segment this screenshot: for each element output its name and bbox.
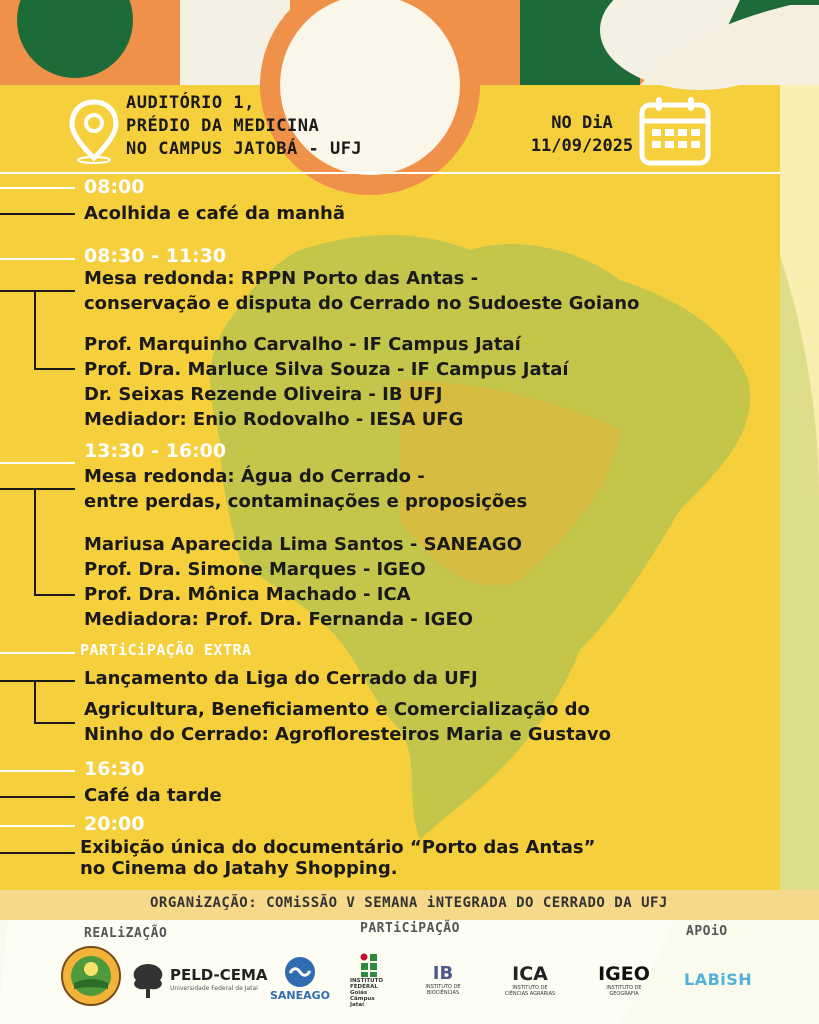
- connector-line: [0, 488, 75, 490]
- tree-icon: [128, 960, 168, 1000]
- session-speakers: Mariusa Aparecida Lima Santos - SANEAGO Prof. Dra. Simone Marques - IGEO Prof. Dra. Mônica Machado - ICA Mediadora: Prof. Dra. Fernanda - IGEO: [84, 534, 522, 630]
- time-label: 08:00: [84, 176, 145, 198]
- session-text: Acolhida e café da manhã: [84, 203, 345, 224]
- session-title: Mesa redonda: RPPN Porto das Antas - conservação e disputa do Cerrado no Sudoeste Goiano: [84, 268, 640, 314]
- if-text: INSTITUTO FEDERAL Goiás Câmpus Jataí: [350, 978, 384, 1008]
- session-title: Mesa redonda: Água do Cerrado - entre perdas, contaminações e proposições: [84, 466, 528, 512]
- labish-logo: LABiSH: [684, 970, 753, 989]
- session-text: Lançamento da Liga do Cerrado da UFJ: [84, 668, 478, 689]
- ica-logo: ICA INSTITUTO DE CIÊNCIAS AGRÁRIAS: [504, 963, 556, 997]
- time-label: 20:00: [84, 813, 145, 835]
- organization-text: ORGANiZAÇÃO: COMiSSÃO V SEMANA iNTEGRADA DO CERRADO DA UFJ: [150, 895, 668, 911]
- time-label: 08:30 - 11:30: [84, 245, 227, 267]
- igeo-logo: IGEO INSTITUTO DE GEOGRAFIA: [598, 963, 650, 997]
- time-line: [0, 462, 75, 464]
- session-text: Café da tarde: [84, 785, 222, 806]
- saneago-icon: [282, 955, 318, 989]
- calendar-icon: [638, 95, 712, 167]
- connector-line: [0, 680, 75, 682]
- session-speakers: Prof. Marquinho Carvalho - IF Campus Jataí Prof. Dra. Marluce Silva Souza - IF Campus Jataí Dr. Seixas Rezende Oliveira - IB UFJ Mediador: Enio Rodovalho - IESA UFG: [84, 334, 569, 430]
- if-grid-icon: [360, 953, 380, 977]
- neaaf-seal-logo: [60, 945, 122, 1007]
- connector-line: [0, 852, 75, 854]
- bracket-line: [34, 488, 36, 596]
- connector-line: [0, 290, 75, 292]
- venue-text: AUDITÓRIO 1, PRÉDIO DA MEDICINA NO CAMPUS JATOBÁ - UFJ: [126, 93, 363, 159]
- time-label: 16:30: [84, 758, 145, 780]
- extra-label: PARTiCiPAÇÃO EXTRA: [80, 641, 252, 659]
- time-line: [0, 258, 75, 260]
- connector-line: [34, 722, 75, 724]
- ib-logo: IB INSTITUTO DE BIOCIÊNCIAS: [425, 963, 461, 996]
- time-line: [0, 187, 75, 189]
- connector-line: [34, 594, 75, 596]
- bracket-line: [34, 290, 36, 370]
- event-poster: AUDITÓRIO 1, PRÉDIO DA MEDICINA NO CAMPUS JATOBÁ - UFJ NO DiA 11/09/2025 08:00 Acolhida e café da manhã 08:30 - 11:30 Mesa redonda: RPPN Porto das Antas - conservação e disputa do Cerrado no Sudoeste Goiano Prof. Marquinho Carvalho - IF Campus Jataí Prof. Dra. Marluce Silva Souza - IF Campus Jataí Dr. Seixas Rezende Oliveira - IB UFJ Mediador: Enio Rodovalho - IESA UFG 13:30 - 16:00 Mesa redonda: Água do Cerrado - entre perdas, contaminações e proposições Mariusa Aparecida Lima Santos - SANEAGO Prof. Dra. Simone Marques - IGEO Prof. Dra. Mônica Machado - ICA Mediadora: Prof. Dra. Fernanda - IGEO PARTiCiPAÇÃO EXTRA Lançamento da Liga do Cerrado da UFJ Agricultura, Beneficiamento e Comercialização do Ninho do Cerrado: Agrofloresteiros Maria e Gustavo 16:30 Café da tarde 20:00 Exibição única do documentário “Porto das Antas” no Cinema do Jatahy Shopping. ORGANiZAÇÃO: COMiSSÃO V SEMANA iNTEGRADA DO CERRADO DA UFJ REALiZAÇÃO PARTiCiPAÇÃO APOiO PELD-CEMA Universidade Federal de Jataí SANEAGO INSTITUTO FEDERAL Goiás Câmpus Jataí IB INSTITUTO DE BIOCIÊNCIAS ICA INSTITUTO DE CIÊNCIAS AGRÁRIAS IGEO INSTITUTO DE GEOGRAFIA LABiSH: [0, 0, 819, 1024]
- connector-line: [0, 796, 75, 798]
- saneago-logo: SANEAGO: [268, 955, 332, 1002]
- session-text: Agricultura, Beneficiamento e Comercialização do Ninho do Cerrado: Agrofloresteiros Maria e Gustavo: [84, 699, 611, 745]
- time-line: [0, 652, 75, 654]
- apoio-label: APOiO: [686, 924, 728, 939]
- connector-line: [0, 213, 75, 215]
- location-pin-icon: [68, 98, 120, 164]
- time-line: [0, 825, 75, 827]
- time-label: 13:30 - 16:00: [84, 440, 227, 462]
- time-line: [0, 770, 75, 772]
- event-date: NO DiA 11/09/2025: [530, 113, 634, 156]
- bracket-line: [34, 680, 36, 724]
- realizacao-label: REALiZAÇÃO: [84, 926, 168, 941]
- header-divider: [0, 172, 780, 174]
- session-text: Exibição única do documentário “Porto das Antas” no Cinema do Jatahy Shopping.: [80, 837, 596, 879]
- connector-line: [34, 368, 75, 370]
- participacao-label: PARTiCiPAÇÃO: [360, 921, 460, 936]
- if-goias-logo: [350, 953, 394, 1008]
